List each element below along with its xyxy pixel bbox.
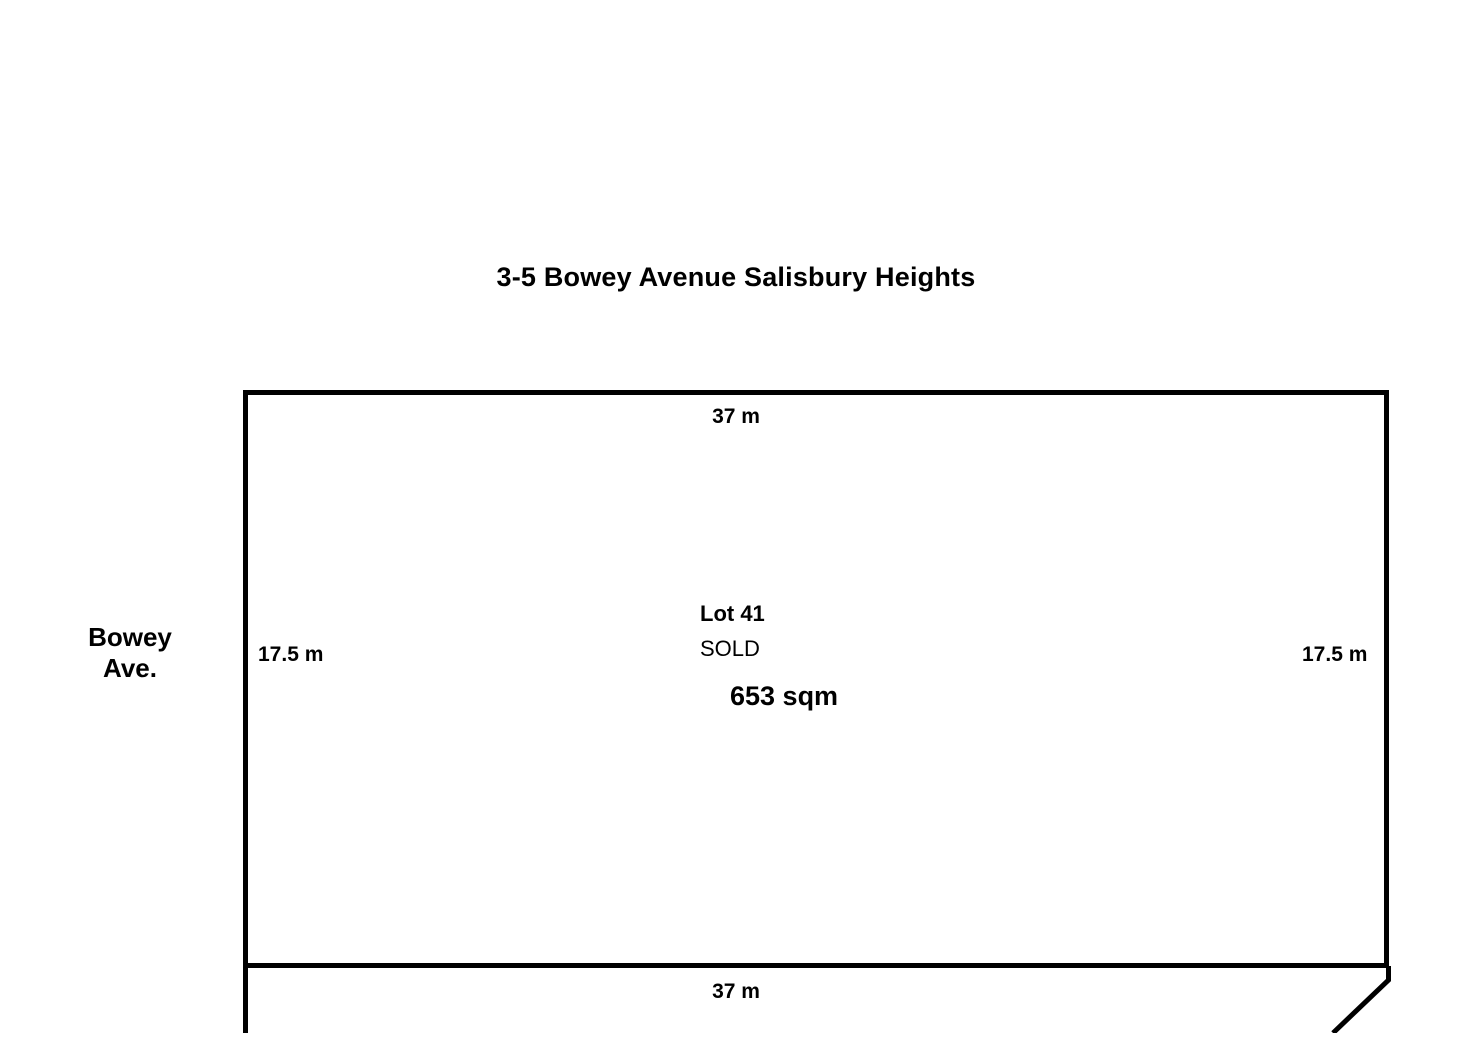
page-title: 3-5 Bowey Avenue Salisbury Heights (496, 262, 976, 292)
dimension-top: 37 m (712, 405, 760, 428)
street-label (55, 622, 205, 684)
lot-info-block (600, 596, 1000, 713)
street-label-line1: Bowey (88, 622, 172, 652)
dimension-right: 17.5 m (1302, 643, 1368, 666)
dimension-bottom: 37 m (712, 980, 760, 1003)
status-badge: SOLD (700, 636, 760, 662)
lot-number: Lot 41 (700, 601, 765, 626)
street-label-line2: Ave. (103, 653, 157, 684)
dimension-left: 17.5 m (258, 643, 324, 666)
lot-area: 653 sqm (730, 681, 839, 712)
